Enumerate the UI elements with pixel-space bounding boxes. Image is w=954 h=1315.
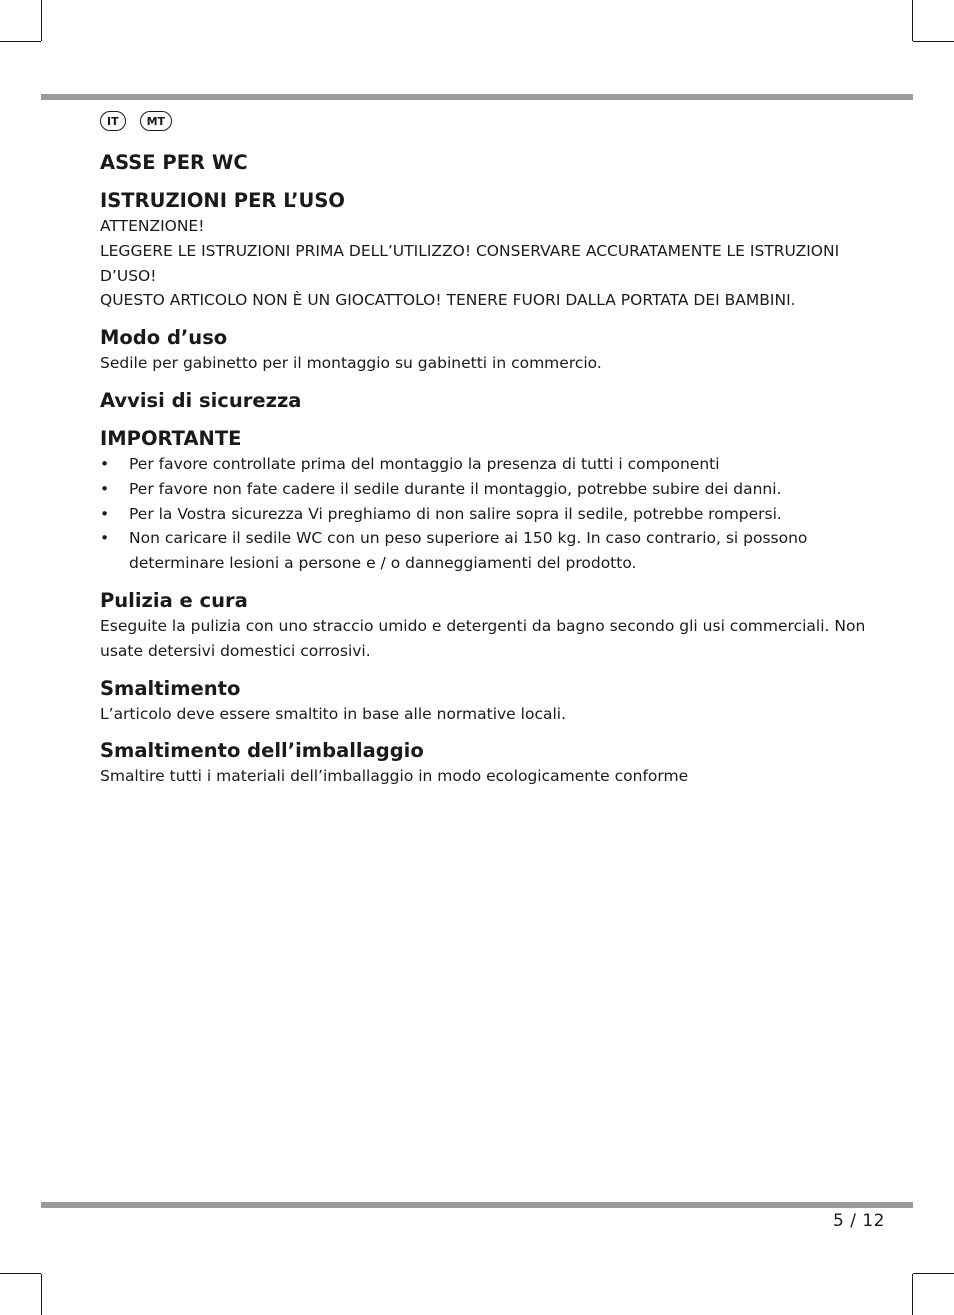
crop-mark-tr-v — [912, 0, 913, 41]
disposal-heading: Smaltimento — [100, 676, 241, 700]
safety-heading: Avvisi di sicurezza — [100, 388, 302, 412]
bullet: • — [100, 454, 110, 473]
instructions-heading: ISTRUZIONI PER L’USO — [100, 189, 346, 212]
packaging-disposal-heading: Smaltimento dell’imballaggio — [100, 739, 424, 763]
page-number: 5 / 12 — [833, 1211, 885, 1231]
usage-heading: Modo d’uso — [100, 326, 228, 350]
list-item-text: Non caricare il sedile WC con un peso superiore ai 150 kg. In caso contrario, si possono determinare lesioni a persone e / o danneggiamenti del prodotto. — [129, 529, 808, 573]
language-badge-mt: MT — [140, 111, 172, 131]
cleaning-heading: Pulizia e cura — [100, 588, 248, 612]
usage-text: Sedile per gabinetto per il montaggio su gabinetti in commercio. — [100, 354, 602, 373]
list-item-text: Per la Vostra sicurezza Vi preghiamo di non salire sopra il sedile, potrebbe rompersi. — [129, 504, 782, 523]
crop-mark-br-h — [913, 1273, 954, 1274]
language-badge-it: IT — [100, 111, 126, 131]
list-item — [100, 452, 870, 477]
bullet: • — [100, 479, 110, 498]
list-item — [100, 477, 870, 502]
list-item — [100, 526, 870, 576]
warning-line: ATTENZIONE! — [100, 217, 205, 235]
safety-list — [100, 452, 870, 576]
crop-mark-tr-h — [913, 41, 954, 42]
warning-line: QUESTO ARTICOLO NON È UN GIOCATTOLO! TENERE FUORI DALLA PORTATA DEI BAMBINI. — [100, 291, 796, 310]
language-badges — [100, 111, 172, 131]
cleaning-text: Eseguite la pulizia con uno straccio umido e detergenti da bagno secondo gli usi commerciali. Non usate detersivi domestici corrosivi. — [100, 616, 866, 660]
list-item-text: Per favore non fate cadere il sedile durante il montaggio, potrebbe subire dei danni. — [129, 479, 782, 498]
list-item-text: Per favore controllate prima del montaggio la presenza di tutti i componenti — [129, 454, 720, 473]
safety-subheading: IMPORTANTE — [100, 426, 242, 450]
crop-mark-tl-h — [0, 41, 41, 42]
bullet: • — [100, 504, 110, 523]
bottom-rule — [41, 1202, 913, 1208]
crop-mark-br-v — [912, 1274, 913, 1315]
packaging-disposal-text: Smaltire tutti i materiali dell’imballaggio in modo ecologicamente conforme — [100, 767, 689, 786]
bullet: • — [100, 529, 110, 548]
list-item — [100, 502, 870, 527]
warning-line: LEGGERE LE ISTRUZIONI PRIMA DELL’UTILIZZO! CONSERVARE ACCURATAMENTE LE ISTRUZIONI D’USO! — [100, 241, 840, 285]
crop-mark-bl-h — [0, 1273, 41, 1274]
document-body — [100, 150, 870, 789]
crop-mark-tl-v — [41, 0, 42, 41]
document-title: ASSE PER WC — [100, 151, 248, 174]
top-rule — [41, 94, 913, 100]
crop-mark-bl-v — [41, 1274, 42, 1315]
disposal-text: L’articolo deve essere smaltito in base alle normative locali. — [100, 704, 566, 723]
